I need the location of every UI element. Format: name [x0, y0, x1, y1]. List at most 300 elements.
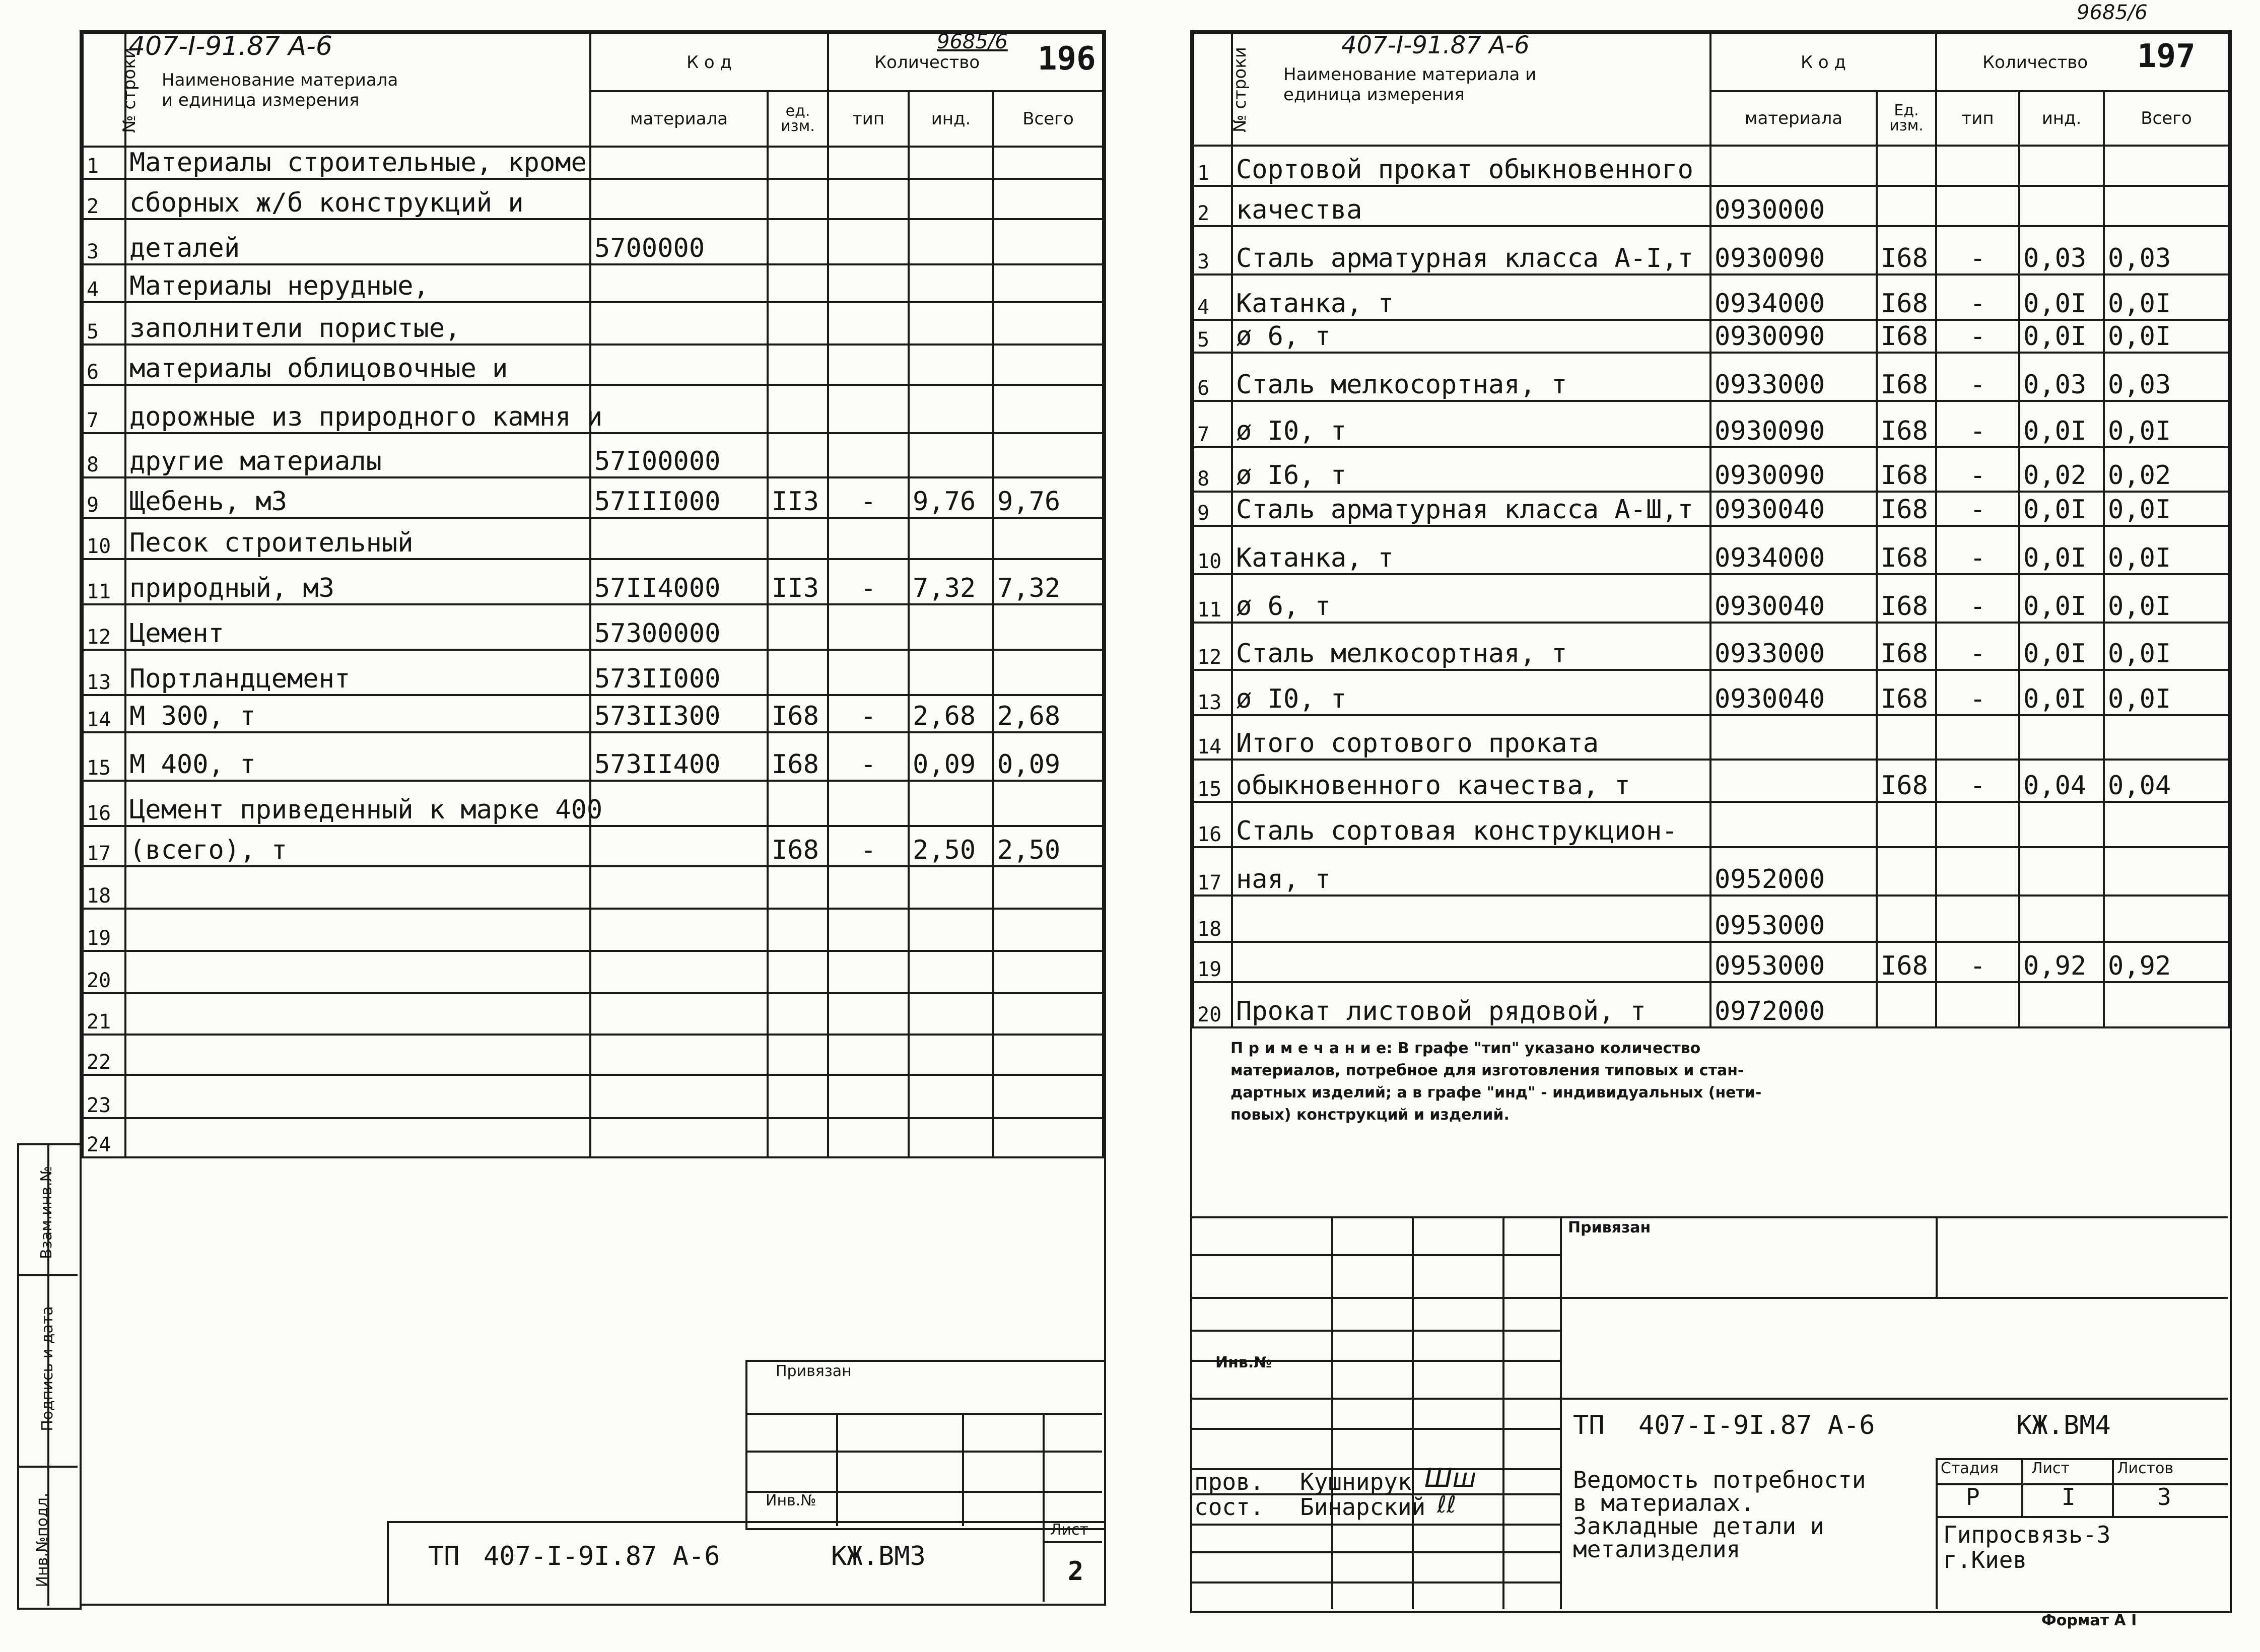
cell-name: заполнители пористые, — [125, 302, 590, 345]
right-spec-table — [1192, 32, 2230, 1028]
cell-type — [828, 1118, 909, 1157]
cell-type: - — [1936, 353, 2019, 401]
lists-value: 3 — [2157, 1483, 2171, 1510]
header-code-unit: Ед. изм. — [1877, 91, 1936, 146]
cell-name: ная, т — [1232, 847, 1710, 896]
cell-code: 0930090 — [1710, 226, 1877, 274]
cell-unit — [768, 302, 828, 345]
cell-n: 6 — [1193, 353, 1232, 401]
cell-code: 0930040 — [1710, 492, 1877, 526]
table-row — [83, 433, 1103, 477]
cell-n: 8 — [1193, 447, 1232, 492]
cell-n: 6 — [83, 345, 125, 385]
cell-ind — [909, 1035, 993, 1075]
cell-name: другие материалы — [125, 433, 590, 477]
cell-total — [993, 264, 1103, 302]
cell-ind — [909, 518, 993, 559]
signature-prov: Шш — [1424, 1463, 1477, 1493]
cell-n: 10 — [83, 518, 125, 559]
cell-name: Материалы нерудные, — [125, 264, 590, 302]
cell-type: - — [1936, 670, 2019, 715]
table-row — [83, 732, 1103, 781]
header-code-material: материала — [1710, 91, 1877, 146]
prov-name: Кушнирук — [1300, 1468, 1412, 1495]
cell-code: 57II4000 — [590, 559, 768, 604]
cell-n: 5 — [1193, 320, 1232, 353]
cell-n: 17 — [83, 826, 125, 866]
side-label-inv: Инв.№подл. — [33, 1492, 51, 1588]
cell-total: 0,04 — [2104, 760, 2229, 802]
cell-unit: I68 — [1877, 623, 1936, 670]
header-quantity: Количество — [828, 33, 1103, 91]
cell-unit: I68 — [1877, 401, 1936, 447]
cell-total: 0,03 — [2104, 226, 2229, 274]
cell-unit — [1877, 715, 1936, 760]
cell-code: 0930090 — [1710, 447, 1877, 492]
cell-type: - — [1936, 623, 2019, 670]
cell-code: 0930090 — [1710, 320, 1877, 353]
cell-total: 0,0I — [2104, 401, 2229, 447]
cell-total: 7,32 — [993, 559, 1103, 604]
cell-total — [993, 433, 1103, 477]
cell-name: Материалы строительные, кроме — [125, 147, 590, 179]
cell-total — [993, 518, 1103, 559]
cell-type: - — [1936, 447, 2019, 492]
cell-total: 0,0I — [2104, 274, 2229, 320]
cell-ind — [909, 650, 993, 695]
cell-name: ø I0, т — [1232, 670, 1710, 715]
cell-type: - — [828, 695, 909, 732]
cell-unit — [768, 264, 828, 302]
right-mark: КЖ.ВМ4 — [2016, 1410, 2111, 1440]
table-row — [1193, 186, 2229, 226]
cell-name: обыкновенного качества, т — [1232, 760, 1710, 802]
table-row — [1193, 802, 2229, 847]
cell-name — [125, 1118, 590, 1157]
table-row — [83, 866, 1103, 909]
cell-name: Щебень, м3 — [125, 477, 590, 518]
cell-code: 57III000 — [590, 477, 768, 518]
cell-unit — [768, 993, 828, 1035]
cell-code — [590, 909, 768, 951]
cell-ind: 0,0I — [2019, 623, 2104, 670]
cell-unit — [768, 781, 828, 826]
header-ind: инд. — [2019, 91, 2104, 146]
left-spec-table — [82, 32, 1104, 1158]
cell-unit: II3 — [768, 477, 828, 518]
format-label: Формат А I — [2041, 1612, 2137, 1629]
cell-total — [993, 781, 1103, 826]
cell-n: 15 — [83, 732, 125, 781]
list-label: Лист — [2031, 1460, 2070, 1477]
cell-unit — [768, 179, 828, 219]
cell-type — [828, 604, 909, 650]
cell-name — [125, 909, 590, 951]
cell-unit: I68 — [1877, 274, 1936, 320]
cell-ind: 0,02 — [2019, 447, 2104, 492]
cell-total: 0,0I — [2104, 623, 2229, 670]
cell-name: Портландцемент — [125, 650, 590, 695]
cell-type — [828, 909, 909, 951]
cell-total — [2104, 982, 2229, 1027]
cell-total: 0,0I — [2104, 320, 2229, 353]
cell-unit — [768, 951, 828, 993]
table-row — [83, 179, 1103, 219]
header-row-no: № строки — [1193, 33, 1232, 146]
cell-n: 3 — [1193, 226, 1232, 274]
cell-type — [828, 1075, 909, 1118]
cell-code: 0952000 — [1710, 847, 1877, 896]
cell-total — [993, 604, 1103, 650]
cell-total: 0,0I — [2104, 526, 2229, 574]
cell-type — [1936, 802, 2019, 847]
left-list-number: 2 — [1068, 1556, 1084, 1587]
cell-name — [125, 1075, 590, 1118]
cell-total — [993, 1075, 1103, 1118]
cell-name: Катанка, т — [1232, 274, 1710, 320]
cell-ind — [2019, 146, 2104, 186]
cell-ind: 0,03 — [2019, 226, 2104, 274]
cell-n: 16 — [83, 781, 125, 826]
cell-total — [993, 147, 1103, 179]
cell-total — [993, 909, 1103, 951]
cell-total — [993, 650, 1103, 695]
cell-code — [1710, 146, 1877, 186]
header-ind: инд. — [909, 91, 993, 147]
cell-ind — [909, 433, 993, 477]
cell-n: 14 — [83, 695, 125, 732]
cell-total — [993, 385, 1103, 433]
cell-type: - — [828, 477, 909, 518]
signature-sost: ℓℓ — [1437, 1491, 1457, 1518]
cell-ind — [909, 604, 993, 650]
table-row — [83, 385, 1103, 433]
right-privyazan-label: Привязан — [1568, 1219, 1651, 1236]
cell-type: - — [1936, 226, 2019, 274]
doc-title-line-4: метализделия — [1573, 1536, 1741, 1563]
cell-name: М 400, т — [125, 732, 590, 781]
cell-type — [828, 650, 909, 695]
left-handwritten-number: 9685/6 — [937, 30, 1008, 53]
cell-unit: I68 — [768, 695, 828, 732]
cell-n: 12 — [83, 604, 125, 650]
cell-code: 0934000 — [1710, 526, 1877, 574]
table-row — [83, 650, 1103, 695]
cell-type: - — [1936, 274, 2019, 320]
cell-code — [1710, 802, 1877, 847]
cell-ind — [2019, 802, 2104, 847]
left-privyazan-label: Привязан — [776, 1362, 852, 1380]
table-row — [83, 909, 1103, 951]
table-row — [1193, 274, 2229, 320]
cell-ind: 0,09 — [909, 732, 993, 781]
right-inv-label: Инв.№ — [1215, 1354, 1272, 1371]
cell-n: 13 — [1193, 670, 1232, 715]
cell-n: 20 — [1193, 982, 1232, 1027]
cell-n: 23 — [83, 1075, 125, 1118]
cell-total — [993, 1118, 1103, 1157]
cell-unit: I68 — [768, 732, 828, 781]
table-row — [1193, 146, 2229, 186]
header-code: К о д — [590, 33, 828, 91]
header-name: Наименование материала и единица измерения — [125, 33, 590, 147]
cell-n: 18 — [83, 866, 125, 909]
cell-n: 7 — [83, 385, 125, 433]
table-row — [83, 826, 1103, 866]
cell-n: 19 — [83, 909, 125, 951]
cell-code — [590, 781, 768, 826]
table-row — [83, 477, 1103, 518]
cell-type: - — [1936, 574, 2019, 623]
lists-label: Листов — [2117, 1460, 2174, 1477]
org-line-2: г.Киев — [1943, 1546, 2027, 1573]
cell-ind — [909, 951, 993, 993]
cell-n: 13 — [83, 650, 125, 695]
cell-ind: 0,0I — [2019, 401, 2104, 447]
cell-unit: I68 — [768, 826, 828, 866]
table-row — [83, 147, 1103, 179]
cell-total: 2,50 — [993, 826, 1103, 866]
right-doc-code: 407-I-9I.87 А-6 — [1638, 1410, 1875, 1440]
header-row-no: № строки — [83, 33, 125, 147]
table-row — [1193, 715, 2229, 760]
cell-name: ø 6, т — [1232, 574, 1710, 623]
cell-n: 4 — [1193, 274, 1232, 320]
table-row — [1193, 492, 2229, 526]
cell-total: 0,03 — [2104, 353, 2229, 401]
header-code-unit: ед. изм. — [768, 91, 828, 147]
note-line-4: повых) конструкций и изделий. — [1230, 1106, 1510, 1124]
cell-name — [125, 866, 590, 909]
cell-code — [590, 993, 768, 1035]
table-row — [83, 781, 1103, 826]
cell-unit: I68 — [1877, 320, 1936, 353]
cell-unit — [768, 147, 828, 179]
cell-code: 0933000 — [1710, 353, 1877, 401]
cell-type — [828, 433, 909, 477]
cell-name — [125, 1035, 590, 1075]
cell-ind: 0,0I — [2019, 320, 2104, 353]
cell-n: 9 — [1193, 492, 1232, 526]
cell-n: 2 — [83, 179, 125, 219]
cell-type: - — [1936, 526, 2019, 574]
note-line-3: дартных изделий; а в графе "инд" - индивидуальных (нети- — [1230, 1084, 1762, 1102]
cell-total — [2104, 847, 2229, 896]
cell-type — [828, 302, 909, 345]
cell-type — [828, 518, 909, 559]
cell-n: 7 — [1193, 401, 1232, 447]
cell-name: Сталь арматурная класса А-I,т — [1232, 226, 1710, 274]
cell-code: 573II400 — [590, 732, 768, 781]
cell-n: 14 — [1193, 715, 1232, 760]
cell-name: Цемент приведенный к марке 400 — [125, 781, 590, 826]
cell-unit: II3 — [768, 559, 828, 604]
cell-n: 5 — [83, 302, 125, 345]
cell-code: 5700000 — [590, 219, 768, 264]
cell-unit: I68 — [1877, 670, 1936, 715]
cell-name: (всего), т — [125, 826, 590, 866]
cell-total: 0,92 — [2104, 942, 2229, 982]
cell-n: 11 — [83, 559, 125, 604]
cell-name: сборных ж/б конструкций и — [125, 179, 590, 219]
cell-n: 8 — [83, 433, 125, 477]
table-row — [83, 1035, 1103, 1075]
cell-ind — [909, 345, 993, 385]
cell-ind — [909, 781, 993, 826]
org-line-1: Гипросвязь-3 — [1943, 1521, 2111, 1548]
cell-n: 12 — [1193, 623, 1232, 670]
side-label-zam: Взам.инв.№ — [37, 1166, 55, 1259]
table-row — [83, 695, 1103, 732]
cell-n: 4 — [83, 264, 125, 302]
cell-code: 0972000 — [1710, 982, 1877, 1027]
cell-code: 0930090 — [1710, 401, 1877, 447]
cell-code — [590, 518, 768, 559]
cell-ind: 0,0I — [2019, 574, 2104, 623]
cell-name: Песок строительный — [125, 518, 590, 559]
cell-code: 573II300 — [590, 695, 768, 732]
left-handwritten-code: 407-I-91.87 А-6 — [128, 31, 332, 61]
cell-ind — [909, 385, 993, 433]
cell-unit — [768, 650, 828, 695]
cell-type — [1936, 146, 2019, 186]
sost-label: сост. — [1194, 1493, 1264, 1521]
cell-ind — [2019, 186, 2104, 226]
cell-ind — [909, 219, 993, 264]
cell-name: Катанка, т — [1232, 526, 1710, 574]
header-name: Наименование материала и единица измерения — [1232, 33, 1710, 146]
cell-total — [993, 179, 1103, 219]
doc-title-line-2: в материалах. — [1573, 1489, 1755, 1517]
cell-code — [590, 345, 768, 385]
cell-type — [828, 147, 909, 179]
cell-type — [828, 179, 909, 219]
cell-ind: 0,0I — [2019, 670, 2104, 715]
cell-unit — [1877, 802, 1936, 847]
cell-unit — [768, 433, 828, 477]
side-label-podpis: Подпись и дата — [38, 1306, 56, 1431]
cell-code: 0933000 — [1710, 623, 1877, 670]
cell-type: - — [1936, 401, 2019, 447]
cell-total — [993, 866, 1103, 909]
cell-name: Цемент — [125, 604, 590, 650]
right-note — [1230, 1038, 1761, 1126]
cell-code: 0930000 — [1710, 186, 1877, 226]
cell-type — [1936, 982, 2019, 1027]
cell-ind — [909, 1118, 993, 1157]
cell-total — [993, 951, 1103, 993]
cell-type: - — [1936, 492, 2019, 526]
cell-unit — [1877, 982, 1936, 1027]
table-row — [83, 604, 1103, 650]
cell-code: 0934000 — [1710, 274, 1877, 320]
cell-name: Прокат листовой рядовой, т — [1232, 982, 1710, 1027]
cell-n: 24 — [83, 1118, 125, 1157]
cell-unit — [1877, 146, 1936, 186]
cell-unit: I68 — [1877, 226, 1936, 274]
table-row — [83, 345, 1103, 385]
header-type: тип — [828, 91, 909, 147]
table-row — [1193, 401, 2229, 447]
cell-ind — [909, 302, 993, 345]
cell-code: 57300000 — [590, 604, 768, 650]
cell-n: 15 — [1193, 760, 1232, 802]
cell-type — [828, 866, 909, 909]
cell-total — [993, 993, 1103, 1035]
list-value: I — [2062, 1483, 2076, 1510]
table-row — [83, 1118, 1103, 1157]
cell-name: качества — [1232, 186, 1710, 226]
cell-unit: I68 — [1877, 492, 1936, 526]
cell-ind — [2019, 896, 2104, 942]
left-page-number: 196 — [1038, 40, 1096, 78]
cell-code: 0953000 — [1710, 896, 1877, 942]
table-row — [1193, 353, 2229, 401]
cell-ind — [2019, 982, 2104, 1027]
cell-code — [590, 826, 768, 866]
cell-unit — [1877, 896, 1936, 942]
cell-name: Итого сортового проката — [1232, 715, 1710, 760]
right-handwritten-number: 9685/6 — [2077, 1, 2148, 24]
cell-unit — [768, 604, 828, 650]
cell-unit: I68 — [1877, 447, 1936, 492]
table-row — [1193, 574, 2229, 623]
cell-unit — [768, 1035, 828, 1075]
header-total: Всего — [993, 91, 1103, 147]
cell-ind — [909, 1075, 993, 1118]
cell-unit: I68 — [1877, 526, 1936, 574]
cell-type — [1936, 847, 2019, 896]
right-tp-label: ТП — [1573, 1410, 1605, 1440]
left-tp-label: ТП — [428, 1541, 460, 1571]
cell-unit: I68 — [1877, 353, 1936, 401]
header-code: К о д — [1710, 33, 1936, 91]
cell-n: 2 — [1193, 186, 1232, 226]
cell-unit — [1877, 847, 1936, 896]
cell-name — [1232, 942, 1710, 982]
cell-type: - — [1936, 320, 2019, 353]
cell-type: - — [828, 732, 909, 781]
stage-label: Стадия — [1941, 1460, 1999, 1477]
cell-n: 19 — [1193, 942, 1232, 982]
cell-ind: 0,03 — [2019, 353, 2104, 401]
table-row — [1193, 320, 2229, 353]
cell-name: природный, м3 — [125, 559, 590, 604]
cell-name — [125, 951, 590, 993]
cell-total — [993, 1035, 1103, 1075]
cell-type — [1936, 715, 2019, 760]
cell-type: - — [1936, 942, 2019, 982]
stage-value: Р — [1966, 1483, 1980, 1510]
cell-total: 0,0I — [2104, 492, 2229, 526]
cell-code: 573II000 — [590, 650, 768, 695]
cell-name: Сталь мелкосортная, т — [1232, 623, 1710, 670]
cell-total — [2104, 715, 2229, 760]
table-row — [83, 993, 1103, 1035]
prov-label: пров. — [1194, 1468, 1264, 1495]
left-mark: КЖ.ВМ3 — [831, 1541, 926, 1571]
cell-type — [828, 993, 909, 1035]
cell-n: 22 — [83, 1035, 125, 1075]
cell-unit — [768, 345, 828, 385]
cell-name — [1232, 896, 1710, 942]
table-row — [83, 951, 1103, 993]
cell-unit — [768, 518, 828, 559]
cell-n: 20 — [83, 951, 125, 993]
cell-name: ø I6, т — [1232, 447, 1710, 492]
cell-name: ø 6, т — [1232, 320, 1710, 353]
cell-n: 18 — [1193, 896, 1232, 942]
